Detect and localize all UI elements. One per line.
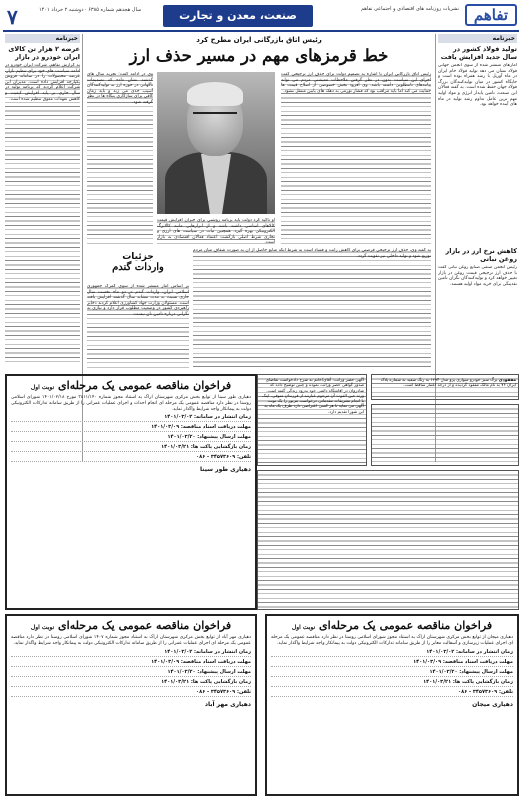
notice-inheritance	[257, 374, 367, 466]
notice-registry-2	[257, 470, 519, 610]
tender-line: زمان انتشار در سامانه: ۱۴۰۱/۰۳/۰۲	[11, 649, 251, 657]
tender-line: تلفن: ۳۴۵۷۳۶۰۹ - ۰۸۶	[11, 689, 251, 697]
tender-line: مهلت دریافت اسناد مناقصه: ۱۴۰۱/۰۳/۰۹	[271, 659, 513, 667]
story-text-b: او تاکید کرد دولت باید برنامه روشنی برای جبران افزایش قیمت کالاهای اساسی داشته باشد و از ابزارهایی مانند کالابرگ الکترونیکی بهره گیرد. همچنین ثبات در سیاست های ارزی و تجاری شرط اصلی بازگشت اعتماد فعالان اقتصادی به بازار است.	[157, 218, 275, 244]
notice-registry	[371, 404, 519, 466]
news-sub-body	[438, 265, 517, 375]
details-box-title	[87, 252, 189, 273]
tender-line: زمان بازگشایی پاکت ها: ۱۴۰۱/۰۳/۲۱	[271, 679, 513, 687]
story-headline: خط قرمزهای مهم در مسیر حذف ارز	[129, 46, 389, 65]
tender-description: دهیاری میجان از توابع بخش مرکزی شهرستان اراک به استناد مجوز شورای اسلامی روستا در نظر دارد مناقصه عمومی یک مرحله ای اجرای عملیات زیرسازی و آسفالت معابر را از طریق سامانه تدارکات الکترونیکی دولت به پیمانکار واجد شرایط واگذار نماید.	[271, 635, 513, 646]
details-label: جزئیات	[122, 252, 154, 262]
story-column-1	[281, 72, 431, 244]
tender-line: تلفن: ۳۴۵۷۳۶۰۹ - ۰۸۶	[11, 454, 251, 462]
tender-line: زمان انتشار در سامانه: ۱۴۰۱/۰۳/۰۲	[271, 649, 513, 657]
tender-ad-1	[5, 374, 257, 610]
tender-tag: نوبت اول	[30, 384, 55, 391]
tender-line: مهلت دریافت اسناد مناقصه: ۱۴۰۱/۰۳/۰۹	[11, 659, 251, 667]
details-headline: واردات گندم	[112, 262, 164, 273]
tender-title: فراخوان مناقصه عمومی یک مرحله‌ای نوبت اول	[30, 379, 232, 392]
story-text-a: رئیس اتاق بازرگانی ایران با اشاره به تصمیم دولت برای حذف ارز ترجیحی گفت اجرای این سیاست بدون در نظر گرفتن ملاحظات معیشتی مردم می تواند پیامدهای نامطلوبی داشته باشد. وی افزود بخش خصوصی از اصلاح قیمت ها حمایت می کند اما باید مراقب بود که فشار تورمی به دهک های پایین منتقل نشود.	[281, 72, 431, 94]
tender-line: زمان انتشار در سامانه: ۱۴۰۱/۰۳/۰۲	[11, 414, 251, 422]
tender-signature: دهیاری مهر آباد	[204, 700, 251, 708]
tender-line: مهلت ارسال پیشنهاد: ۱۴۰۱/۰۳/۲۰	[271, 669, 513, 677]
tender-description: دهیاری طور سینا از توابع بخش مرکزی شهرستان اراک به استناد مجوز شماره ۳۸۱۱/۱۴۰ مورخ ۱۴۰۱/۰۲/۱۸ شورای اسلامی روستا در نظر دارد مناقصه عمومی یک مرحله ای انجام احداث و اجرای عملیات عمرانی را از طریق سامانه تدارکات الکترونیکی دولت به پیمانکار واجد شرایط واگذار نماید.	[11, 395, 251, 412]
news-body-text: آمارهای منتشر شده از سوی انجمن جهانی فولاد نشان می دهد تولید فولاد خام ایران در ماه آوریل با رشد همراه بوده است و جایگاه کشور در میان تولیدکنندگان بزرگ فولاد جهان حفظ شده است. به گفته فعالان این صنعت، تامین پایدار انرژی و مواد اولیه مهم ترین عامل تداوم رشد تولید در ماه های آینده خواهد بود.	[438, 63, 517, 108]
story-kicker: رئیس اتاق بازرگانی ایران مطرح کرد	[196, 36, 322, 44]
masthead	[3, 2, 519, 32]
tender-line: زمان بازگشایی پاکت ها: ۱۴۰۱/۰۳/۲۱	[11, 679, 251, 687]
column-header: خبرنامه	[5, 34, 80, 43]
story-column-2	[157, 218, 275, 244]
tender-line: مهلت ارسال پیشنهاد: ۱۴۰۱/۰۳/۲۰	[11, 434, 251, 442]
news-title: عرضه ۲ هزار تن کالای ایران خودرو در بازار	[8, 45, 80, 61]
news-body	[5, 63, 80, 363]
section-title: صنعت، معدن و تجارت	[163, 5, 313, 27]
notice-title: مفقودی	[498, 377, 516, 382]
tender-ad-3	[265, 614, 519, 796]
notice-missing-doc	[371, 374, 519, 400]
tender-description: دهیاری مهر آباد از توابع بخش مرکزی شهرستان اراک به استناد مجوز شماره ۱۴۰۷ شورای اسلامی روستا در نظر دارد مناقصه عمومی یک مرحله ای اجرای عملیات عمرانی را از طریق سامانه تدارکات الکترونیکی دولت به پیمانکار واجد شرایط واگذار نماید.	[11, 635, 251, 646]
column-header: خبرنامه	[438, 34, 517, 43]
news-body-text: به گزارش تفاهم، شرکت ایران خودرو در ادامه سیاست های خود برای تنظیم بازار، عرضه محصولات را در سامانه فروش یکپارچه افزایش داده است. مدیران این شرکت اعلام کردند که برنامه تولید در سال جاری بر پایه افزایش کیفیت و کاهش تعهدات معوق تنظیم شده است.	[5, 63, 80, 102]
tender-tag: نوبت اول	[291, 624, 316, 631]
page-number: ۷	[7, 5, 18, 29]
tender-line: تلفن: ۳۴۵۷۳۶۰۹ - ۰۸۶	[271, 689, 513, 697]
tender-ad-2	[5, 614, 257, 796]
news-body	[438, 63, 517, 243]
news-title: تولید فولاد کشور در سال جدید افزایش یافت	[440, 45, 517, 61]
tender-tag: نوبت اول	[30, 624, 55, 631]
notice-body: برگ سبز خودرو سواری پژو مدل ۱۳۹۴ به رنگ سفید به شماره پلاک ایران ۷۶ به نام مالک مفقود گردیده و از درجه اعتبار ساقط است.	[380, 377, 516, 388]
story-text-c: وی در ادامه گفت: تجربه سال های گذشته نشان داده که تصمیمات ناگهانی در حوزه ارز به تولیدکنندگان آسیب جدی می زند و باید زمان کافی برای سازگاری بنگاه ها در نظر گرفته شود.	[87, 72, 153, 105]
tender-title: فراخوان مناقصه عمومی یک مرحله‌ای نوبت اول	[291, 619, 493, 632]
tender-signature: دهیاری میجان	[472, 700, 513, 708]
notice-body: آگهی حصر وراثت: آقای/خانم به شرح دادخواست تقاضای صدور گواهی حصر وراثت نموده و چنین توضیح داده که شادروان در اقامتگاه دائمی خود بدرود زندگی گفته است. ورثه حین الفوت آن مرحوم عبارتند از فرزندان متوفی. اینک با انجام تشریفات مقدماتی درخواست مزبور را یک نوبت آگهی می نماید تا هر کسی اعتراضی دارد ظرف یک ماه به این شورا تقدیم دارد.	[262, 377, 364, 414]
newspaper-logo: تفاهم	[465, 4, 517, 26]
portrait-photo	[157, 72, 275, 214]
issue-info: سال هجدهم شماره ۶۳۸۵ · دوشنبه ۲ خرداد ۱۴۰۱	[39, 7, 142, 13]
story-lower	[193, 248, 431, 368]
story-text-d: به گفته وی، حذف ارز ترجیحی فرصتی برای کاهش رانت و فساد است به شرط آنکه منابع حاصل از آن به صورت شفاف میان مردم توزیع شود و تولید داخلی نیز تقویت گردد.	[193, 248, 431, 259]
tender-signature: دهیاری طور سینا	[200, 466, 251, 474]
news-subtitle: کاهش نرخ ارز در بازار روغن نباتی	[445, 247, 517, 263]
story-column-3	[87, 72, 153, 244]
tender-line: مهلت دریافت اسناد مناقصه: ۱۴۰۱/۰۳/۰۹	[11, 424, 251, 432]
details-text: بر اساس آمار منتشر شده از سوی گمرک جمهوری اسلامی ایران، واردات گندم در دو ماه نخست سال جاری نسبت به مدت مشابه سال گذشته افزایش یافته است. مسئولان وزارت جهاد کشاورزی اعلام کردند ذخایر راهبردی کشور در وضعیت مطلوب قرار دارد و نیازی به نگرانی درباره تامین نان نیست.	[87, 284, 189, 317]
tender-title: فراخوان مناقصه عمومی یک مرحله‌ای نوبت اول	[30, 619, 232, 632]
news-sub-body-text: رئیس انجمن صنفی صنایع روغن نباتی گفت با حذف ارز ترجیحی قیمت روغن در بازار تغییر خواهد کرد و تولیدکنندگان نگران تامین نقدینگی برای خرید مواد اولیه هستند.	[438, 265, 517, 287]
details-box-body	[87, 284, 189, 368]
tender-line: زمان بازگشایی پاکت ها: ۱۴۰۱/۰۳/۲۱	[11, 444, 251, 452]
masthead-subtitle: نشریات روزنامه های اقتصادی و اجتماعی تفاهم	[360, 6, 459, 12]
tender-line: مهلت ارسال پیشنهاد: ۱۴۰۱/۰۳/۲۰	[11, 669, 251, 677]
